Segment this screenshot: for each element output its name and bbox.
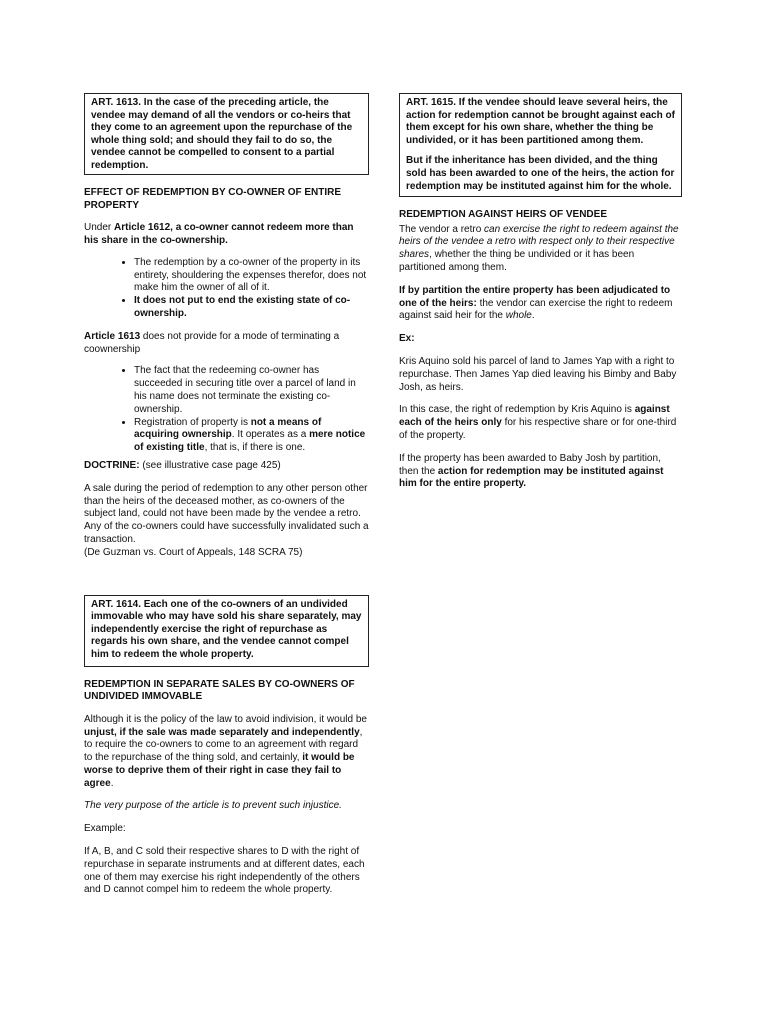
article-1615-box: [399, 93, 682, 197]
doctrine-line: DOCTRINE: (see illustrative case page 425): [84, 459, 281, 471]
heading-separate-sales: REDEMPTION IN SEPARATE SALES BY CO-OWNERS OF UNDIVIDED IMMOVABLE: [84, 678, 355, 703]
article-1613-note: Article 1613 does not provide for a mode of terminating a coownership: [84, 330, 340, 355]
kris-aquino-paragraph: Kris Aquino sold his parcel of land to James Yap with a right to repurchase. Then James Yap died leaving his Bimby and Baby Josh, as heirs.: [399, 355, 677, 393]
article-1613-text: ART. 1613. In the case of the preceding article, the vendee may demand of all the vendors or co-heirs that they come to an agreement upon the repurchase of the whole thing sold; and should they fail to do so, the vendee cannot be compelled to consent to a partial redemption.: [91, 97, 353, 171]
bullet-list-1: [84, 257, 369, 321]
article-1615-text-1: ART. 1615. If the vendee should leave several heirs, the action for redemption cannot be brought against each of them except for his own share, whether the thing be undivided, or it has been partitioned among them.: [406, 97, 675, 146]
although-paragraph: Although it is the policy of the law to avoid indivision, it would be unjust, if the sale was made separately and independently, to require the co-owners to come to an agreement with regard to the repurchase of the thing sold, and certainly, it would be worse to deprive them of their right in case they fail to agree.: [84, 713, 367, 789]
heading-effect-of-redemption: EFFECT OF REDEMPTION BY CO-OWNER OF ENTIRE PROPERTY: [84, 187, 342, 211]
article-1614-text: ART. 1614. Each one of the co-owners of an undivided immovable who may have sold his share separately, may independently exercise the right of repurchase as regards his own share, and the vendee cannot compel him to redeem the whole property.: [91, 598, 362, 660]
vendor-a-retro-paragraph: The vendor a retro can exercise the right to redeem against the heirs of the vendee a retro with respect only to their respective shares, whether the thing be undivided or it has been partitioned among them.: [399, 223, 679, 273]
list-item: • The redemption by a co-owner of the property in its entirety, shouldering the expenses therefor, does not make him the owner of all of it.: [134, 257, 369, 295]
case-citation: (De Guzman vs. Court of Appeals, 148 SCRA 75): [84, 546, 303, 558]
article-1613-box: [84, 93, 369, 175]
baby-josh-paragraph: If the property has been awarded to Baby Josh by partition, then the action for redemption may be instituted against him for the entire property.: [399, 452, 664, 490]
bullet-list-2: [84, 365, 369, 455]
list-item: • Registration of property is not a means of acquiring ownership. It operates as a mere notice of existing title, that is, if there is one.: [134, 417, 369, 455]
heading-heirs-of-vendee: REDEMPTION AGAINST HEIRS OF VENDEE: [399, 209, 607, 220]
article-1614-box: [84, 595, 369, 667]
right-column: [399, 93, 682, 491]
case-paragraph: In this case, the right of redemption by Kris Aquino is against each of the heirs only for his respective share or for one-third of the property.: [399, 404, 677, 441]
example-label: Example:: [84, 823, 126, 835]
partition-paragraph: If by partition the entire property has been adjudicated to one of the heirs: the vendor can exercise the right to redeem against said heir for the whole.: [399, 284, 673, 322]
list-item: • It does not put to end the existing state of co-ownership.: [134, 295, 369, 321]
article-1615-text-2: But if the inheritance has been divided, and the thing sold has been awarded to one of the heirs, the action for redemption may be instituted against him for the whole.: [406, 155, 675, 192]
example-paragraph: If A, B, and C sold their respective shares to D with the right of repurchase in separate instruments and at different dates, each one of them may exercise his right independently of the others and D cannot compel him to redeem the whole property.: [84, 846, 365, 896]
left-column: [84, 93, 369, 897]
purpose-line: The very purpose of the article is to prevent such injustice.: [84, 800, 342, 812]
under-article-1612: Under Article 1612, a co-owner cannot redeem more than his share in the co-ownership.: [84, 222, 354, 246]
ex-label: Ex:: [399, 333, 415, 345]
sale-paragraph: A sale during the period of redemption to any other person other than the heirs of the deceased mother, as co-owners of the subject land, could not have been made by the vendee a retro. Any of the co-owners could have successfully invalidated such a transaction. (De Guzman vs. Court of Appeals, 148 SCRA 75): [84, 482, 369, 558]
list-item: • The fact that the redeeming co-owner has succeeded in securing title over a parcel of land in his name does not terminate the existing co-ownership.: [134, 365, 369, 416]
